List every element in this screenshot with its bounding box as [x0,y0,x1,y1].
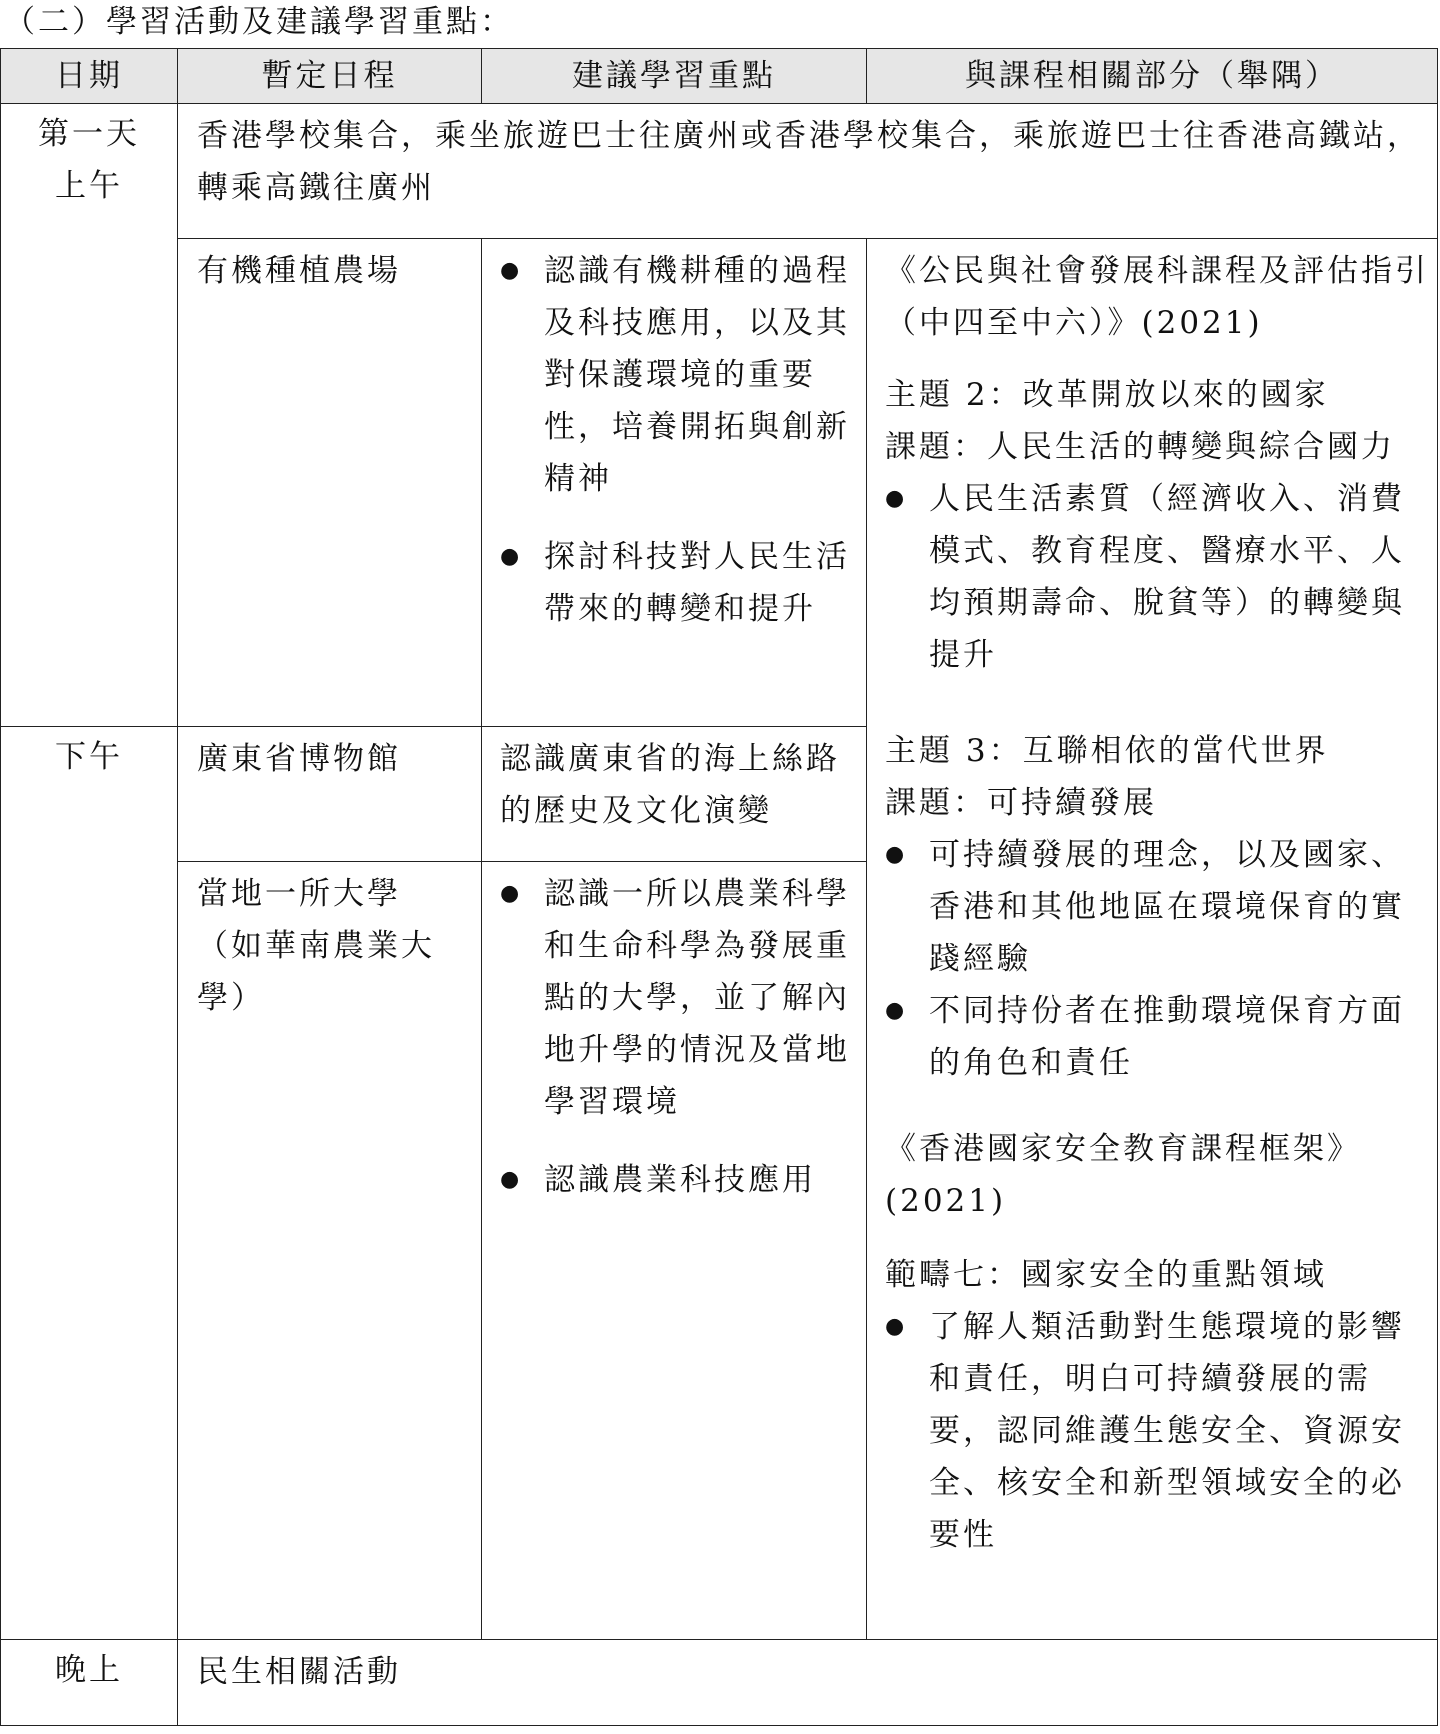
focus-organic-farm [482,239,867,727]
list-item: ● 不同持份者在推動環境保育方面的角色和責任 [885,985,1429,1089]
date-cell-afternoon: 下午 [1,727,178,1640]
theme2-topic: 課題：人民生活的轉變與綜合國力 [885,429,1395,465]
header-row [1,49,1438,104]
travel-cell: 香港學校集合，乘坐旅遊巴士往廣州或香港學校集合，乘旅遊巴士往香港高鐵站，轉乘高鐵往廣州 [178,104,1438,239]
spacer [885,1089,1429,1123]
domain7-points [885,1301,1429,1561]
curriculum-doc1-title: 《公民與社會發展科課程及評估指引（中四至中六）》(2021) [885,253,1429,341]
focus-museum: 認識廣東省的海上絲路的歷史及文化演變 [482,727,867,862]
list-item: ● 了解人類活動對生態環境的影響和責任，明白可持續發展的需要，認同維護生態安全、資源安全、核安全和新型領域安全的必要性 [885,1301,1429,1561]
theme2-block [885,369,1429,681]
focus-organic-farm-list [500,245,852,635]
header-learning-focus: 建議學習重點 [482,49,867,104]
header-schedule: 暫定日程 [178,49,482,104]
theme2-title: 主題 2：改革開放以來的國家 [885,377,1329,413]
schedule-table [0,48,1438,1726]
domain7-title: 範疇七：國家安全的重點領域 [885,1257,1327,1293]
list-item: ● 人民生活素質（經濟收入、消費模式、教育程度、醫療水平、人均預期壽命、脫貧等）的轉變與提升 [885,473,1429,681]
schedule-organic-farm: 有機種植農場 [178,239,482,727]
schedule-university: 當地一所大學（如華南農業大學） [178,862,482,1640]
domain7-block [885,1249,1429,1561]
curriculum-doc2-title: 《香港國家安全教育課程框架》(2021) [885,1131,1361,1219]
date-day-label: 第一天 [38,116,140,152]
table-row-organic-farm [1,239,1438,727]
schedule-evening: 民生相關活動 [178,1640,1438,1726]
schedule-museum: 廣東省博物館 [178,727,482,862]
list-item: ● 認識一所以農業科學和生命科學為發展重點的大學，並了解內地升學的情況及當地學習環境 [500,868,852,1128]
table-row-evening [1,1640,1438,1726]
date-cell-evening: 晚上 [1,1640,178,1726]
theme3-topic: 課題：可持續發展 [885,785,1157,821]
table-row-travel [1,104,1438,239]
theme3-points [885,829,1429,1089]
theme3-block [885,725,1429,1089]
focus-university [482,862,867,1640]
header-date: 日期 [1,49,178,104]
list-item: ● 認識農業科技應用 [500,1154,852,1206]
list-item: ● 探討科技對人民生活帶來的轉變和提升 [500,531,852,635]
focus-university-list [500,868,852,1206]
theme2-points [885,473,1429,681]
list-item: ● 可持續發展的理念，以及國家、香港和其他地區在環境保育的實踐經驗 [885,829,1429,985]
header-curriculum: 與課程相關部分（舉隅） [867,49,1438,104]
theme3-title: 主題 3：互聯相依的當代世界 [885,733,1329,769]
curriculum-cell [867,239,1438,1640]
page-title: （二）學習活動及建議學習重點： [4,4,514,40]
date-morning-label: 上午 [55,168,123,204]
list-item: ● 認識有機耕種的過程及科技應用，以及其對保護環境的重要性，培養開拓與創新精神 [500,245,852,505]
date-cell-morning [1,104,178,727]
